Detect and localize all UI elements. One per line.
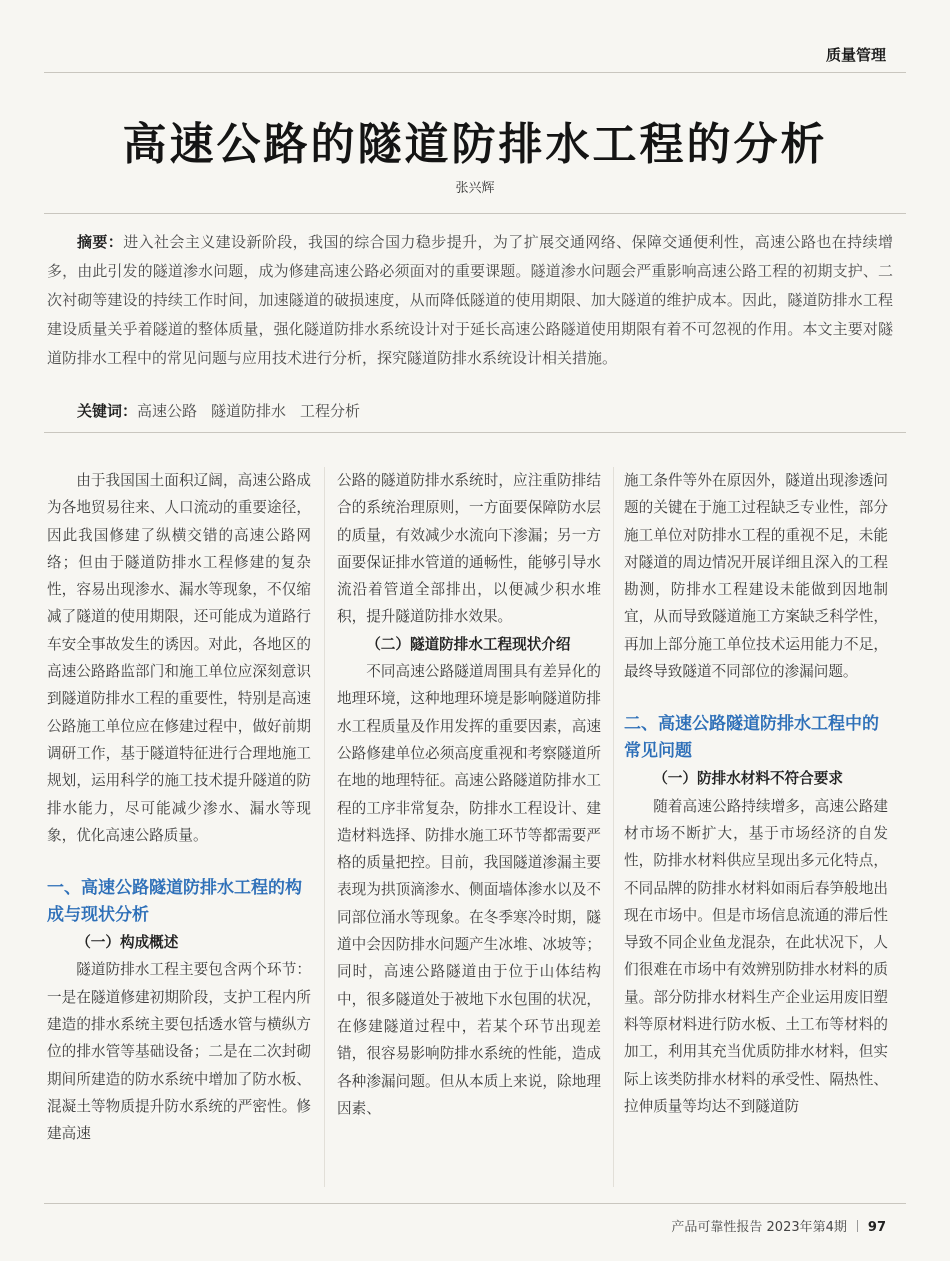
footer-divider bbox=[857, 1220, 858, 1232]
column-3 bbox=[624, 467, 888, 1120]
page-number: 97 bbox=[867, 1220, 886, 1235]
abstract-text: 进入社会主义建设新阶段，我国的综合国力稳步提升，为了扩展交通网络、保障交通便利性，高速公路也在持续增多，由此引发的隧道渗水问题，成为修建高速公路必须面对的重要课题。隧道渗水问题会严重影响高速公路工程的初期支护、二次衬砌等建设的持续工作时间，加速隧道的破损速度，从而降低隧道的使用期限、加大隧道的维护成本。因此，隧道防排水工程建设质量关乎着隧道的整体质量，强化隧道防排水系统设计对于延长高速公路隧道使用期限有着不可忽视的作用。本文主要对隧道防排水工程中的常见问题与应用技术进行分析，探究隧道防排水系统设计相关措施。 bbox=[47, 233, 893, 367]
paragraph: 隧道防排水工程主要包含两个环节：一是在隧道修建初期阶段，支护工程内所建造的排水系统主要包括透水管与横纵方位的排水管等基础设备；二是在二次封砌期间所建造的防水系统中增加了防水板、混凝土等物质提升防水系统的严密性。修建高速 bbox=[47, 961, 311, 1143]
abstract bbox=[47, 228, 893, 373]
footer bbox=[671, 1216, 886, 1235]
subsection-heading: （一）防排水材料不符合要求 bbox=[653, 770, 843, 788]
keyword: 工程分析 bbox=[300, 402, 361, 420]
article-title: 高速公路的隧道防排水工程的分析 bbox=[122, 119, 828, 170]
paragraph: 施工条件等外在原因外，隧道出现渗透问题的关键在于施工过程缺乏专业性，部分施工单位对防排水工程的重视不足，未能对隧道的周边情况开展详细且深入的工程勘测，防排水工程建设未能做到因地制宜，从而导致隧道施工方案缺乏科学性，再加上部分施工单位技术运用能力不足，最终导致隧道不同部位的渗漏问题。 bbox=[624, 472, 888, 681]
paragraph: 不同高速公路隧道周围具有差异化的地理环境，这种地理环境是影响隧道防排水工程质量及作用发挥的重要因素，高速公路修建单位必须高度重视和考察隧道所在地的地理特征。高速公路隧道防排水工程的工序非常复杂，防排水工程设计、建造材料选择、防排水施工环节等都需要严格的质量把控。目前，我国隧道渗漏主要表现为拱顶滴渗水、侧面墙体渗水以及不同部位涌水等现象。在冬季寒冷时期，隧道中会因防排水问题产生冰堆、冰坡等；同时，高速公路隧道由于位于山体结构中，很多隧道处于被地下水包围的状况，在修建隧道过程中，若某个环节出现差错，很容易影响防排水系统的性能，造成各种渗漏问题。但从本质上来说，除地理因素、 bbox=[337, 663, 601, 1117]
paragraph: 随着高速公路持续增多，高速公路建材市场不断扩大，基于市场经济的自发性，防排水材料供应呈现出多元化特点，不同品牌的防排水材料如雨后春笋般地出现在市场中。但是市场信息流通的滞后性导致不同企业鱼龙混杂，在此状况下，人们很难在市场中有效辨别防排水材料的质量。部分防排水材料生产企业运用废旧塑料等原材料进行防水板、土工布等材料的加工，利用其充当优质防排水材料，但实际上该类防排水材料的承受性、隔热性、拉伸质量等均达不到隧道防 bbox=[624, 797, 888, 1115]
column-2 bbox=[337, 467, 601, 1122]
column-divider bbox=[613, 467, 614, 1187]
keywords bbox=[77, 398, 374, 424]
abstract-top-rule bbox=[44, 213, 906, 214]
abstract-label: 摘要： bbox=[77, 233, 124, 251]
paragraph: 公路的隧道防排水系统时，应注重防排结合的系统治理原则，一方面要保障防水层的质量，有效减少水流向下渗漏；另一方面要保证排水管道的通畅性，能够引导水流沿着管道全部排出，以便减少积水堆积，提升隧道防排水效果。 bbox=[337, 472, 601, 626]
keyword: 高速公路 bbox=[137, 402, 198, 420]
subsection-heading: （二）隧道防排水工程现状介绍 bbox=[366, 635, 571, 653]
footer-rule bbox=[44, 1203, 906, 1204]
abstract-bottom-rule bbox=[44, 432, 906, 433]
paragraph: 由于我国国土面积辽阔，高速公路成为各地贸易往来、人口流动的重要途径，因此我国修建了纵横交错的高速公路网络；但由于隧道防排水工程修建的复杂性，容易出现渗水、漏水等现象，不仅缩减了隧道的使用期限，还可能成为道路行车安全事故发生的诱因。对此，各地区的高速公路路监部门和施工单位应深刻意识到隧道防排水工程的重要性，特别是高速公路施工单位应在修建过程中，做好前期调研工作，基于隧道特征进行合理地施工规划，运用科学的施工技术提升隧道的防排水能力，尽可能减少渗水、漏水等现象，优化高速公路质量。 bbox=[47, 472, 311, 844]
section-heading: 二、高速公路隧道防排水工程中的常见问题 bbox=[624, 714, 879, 762]
column-divider bbox=[324, 467, 325, 1187]
header-rule bbox=[44, 72, 906, 73]
journal-name: 产品可靠性报告 2023年第4期 bbox=[671, 1220, 847, 1235]
keyword: 隧道防排水 bbox=[211, 402, 287, 420]
section-tag: 质量管理 bbox=[825, 46, 886, 64]
subsection-heading: （一）构成概述 bbox=[76, 934, 179, 952]
keywords-label: 关键词： bbox=[77, 402, 138, 420]
column-1 bbox=[47, 467, 311, 1148]
author: 张兴辉 bbox=[455, 181, 495, 196]
section-heading: 一、高速公路隧道防排水工程的构成与现状分析 bbox=[47, 878, 302, 926]
